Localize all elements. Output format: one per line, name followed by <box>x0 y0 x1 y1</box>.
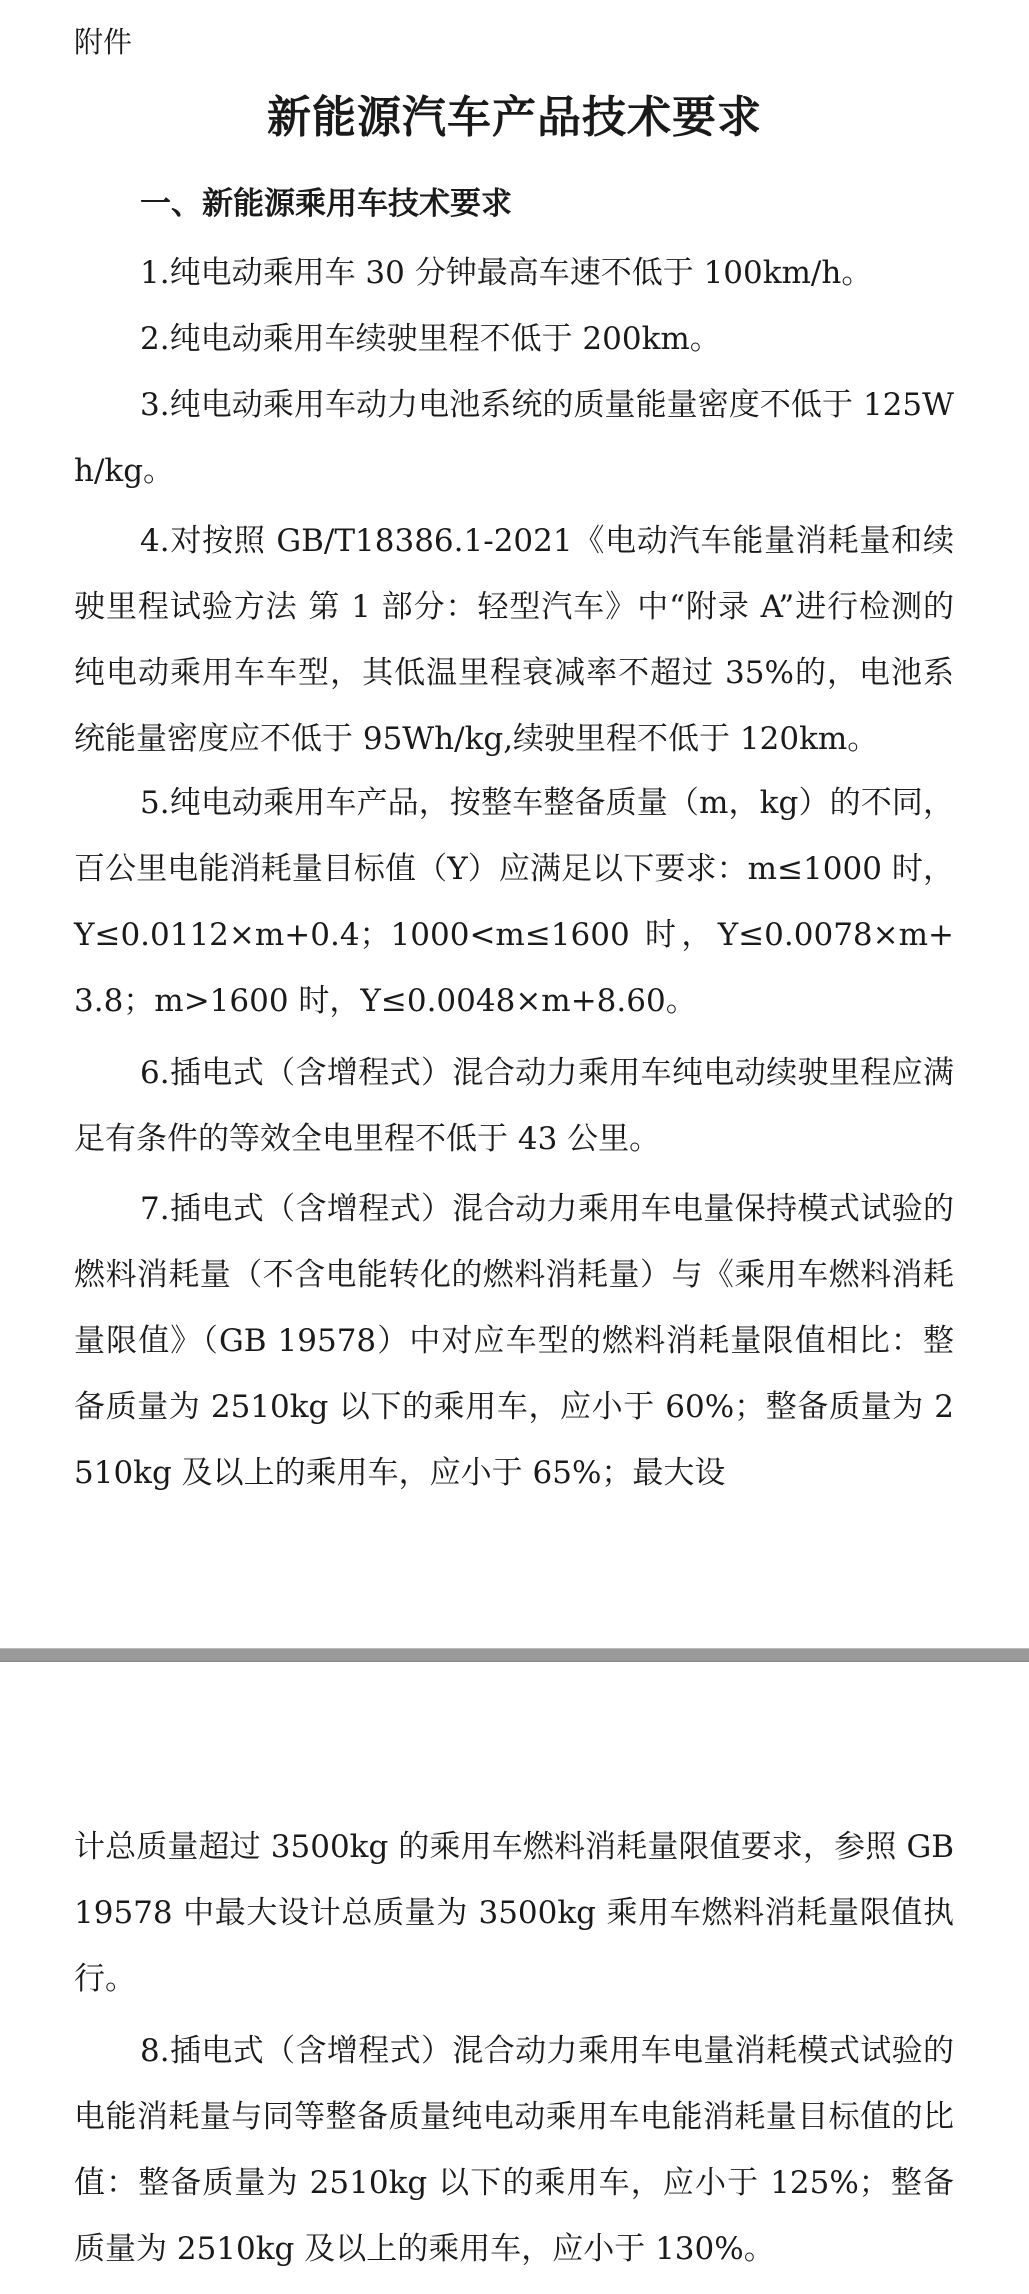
requirement-item-2: 2.纯电动乘用车续驶里程不低于 200km。 <box>140 321 721 357</box>
requirement-item-7-continued: 计总质量超过 3500kg 的乘用车燃料消耗量限值要求，参照 GB 19578 中最大设计总质量为 3500kg 乘用车燃料消耗量限值执行。 <box>74 1829 954 1997</box>
requirement-item-3: 3.纯电动乘用车动力电池系统的质量能量密度不低于 125Wh/kg。 <box>74 387 954 489</box>
requirement-item-5: 5.纯电动乘用车产品，按整车整备质量（m，kg）的不同，百公里电能消耗量目标值（Y）应满足以下要求：m≤1000 时，Y≤0.0112×m+0.4；1000<m≤1600 时，Y≤0.0078×m+3.8；m>1600 时，Y≤0.0048×m+8.60。 <box>74 785 954 1019</box>
page-separator <box>0 1648 1029 1662</box>
requirement-item-7: 7.插电式（含增程式）混合动力乘用车电量保持模式试验的燃料消耗量（不含电能转化的燃料消耗量）与《乘用车燃料消耗量限值》（GB 19578）中对应车型的燃料消耗量限值相比：整备质量为 2510kg 以下的乘用车，应小于 60%；整备质量为 2510kg 及以上的乘用车，应小于 65%；最大设 <box>74 1191 954 1491</box>
requirement-item-8: 8.插电式（含增程式）混合动力乘用车电量消耗模式试验的电能消耗量与同等整备质量纯电动乘用车电能消耗量目标值的比值：整备质量为 2510kg 以下的乘用车，应小于 125%；整备质量为 2510kg 及以上的乘用车，应小于 130%。 <box>74 2033 954 2267</box>
attachment-label: 附件 <box>74 25 133 59</box>
section-heading: 一、新能源乘用车技术要求 <box>140 186 512 222</box>
document-page-2 <box>0 1662 1029 2294</box>
document-title: 新能源汽车产品技术要求 <box>267 92 762 143</box>
requirement-item-6: 6.插电式（含增程式）混合动力乘用车纯电动续驶里程应满足有条件的等效全电里程不低于 43 公里。 <box>74 1055 954 1157</box>
requirement-item-1: 1.纯电动乘用车 30 分钟最高车速不低于 100km/h。 <box>140 255 873 291</box>
requirement-item-4: 4.对按照 GB/T18386.1-2021《电动汽车能量消耗量和续驶里程试验方法 第 1 部分：轻型汽车》中“附录 A”进行检测的纯电动乘用车车型，其低温里程衰减率不超过 35%的，电池系统能量密度应不低于 95Wh/kg,续驶里程不低于 120km。 <box>74 523 954 757</box>
